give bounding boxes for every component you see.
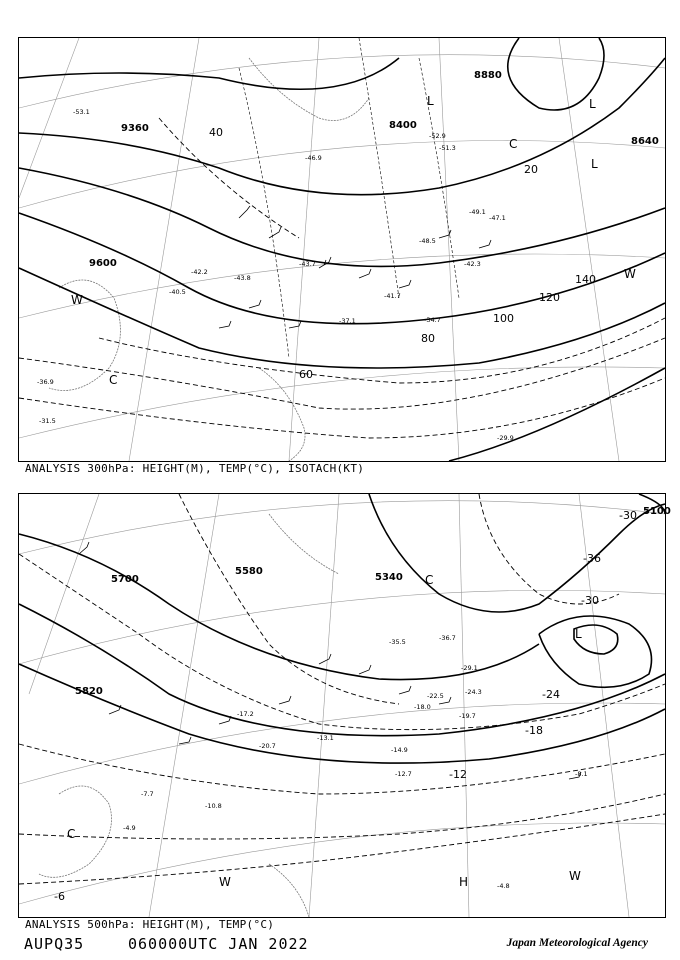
temp-plot: -42.2 [191, 268, 208, 276]
temperature-labels-500 [54, 509, 637, 903]
warm-center: W [71, 293, 83, 307]
height-label: 5580 [235, 566, 263, 577]
isotherm-label: -30 [581, 594, 599, 607]
cold-center: C [509, 137, 518, 151]
wind-barbs-500 [79, 542, 581, 779]
temp-plot: -17.2 [237, 710, 254, 718]
height-label: 8640 [631, 136, 659, 147]
low-center: L [589, 97, 596, 111]
caption-500hpa: ANALYSIS 500hPa: HEIGHT(M), TEMP(°C) [25, 918, 275, 931]
isotach-label: 100 [493, 312, 514, 325]
isotherm-label: -18 [525, 724, 543, 737]
temp-plot: -35.5 [389, 638, 406, 646]
map-panel-500hpa [18, 493, 671, 918]
height-label: 5340 [375, 572, 403, 583]
height-label: 9360 [121, 123, 149, 134]
temp-plot: -53.1 [73, 108, 90, 116]
temp-plot: -12.7 [395, 770, 412, 778]
temp-plot: -36.9 [37, 378, 54, 386]
isotach-labels-300 [209, 126, 596, 381]
isotherm-label: -30 [619, 509, 637, 522]
height-contours-500 [19, 494, 665, 763]
caption-300hpa: ANALYSIS 300hPa: HEIGHT(M), TEMP(°C), ISOTACH(KT) [25, 462, 365, 475]
height-label: 5700 [111, 574, 139, 585]
map-panel-300hpa [18, 37, 666, 462]
temp-plot: -42.3 [464, 260, 481, 268]
temp-plot: -10.8 [205, 802, 222, 810]
temp-plot: -13.1 [317, 734, 334, 742]
high-center: H [459, 875, 469, 889]
isotach-label: 20 [524, 163, 538, 176]
temp-plot: -49.1 [469, 208, 486, 216]
temp-plot: -40.5 [169, 288, 186, 296]
temp-plot: -34.7 [424, 316, 441, 324]
chart-300hpa [19, 38, 665, 461]
warm-center: W [219, 875, 231, 889]
temp-plot: -20.7 [259, 742, 276, 750]
cold-center: C [425, 573, 434, 587]
temp-plot: -4.8 [497, 882, 510, 890]
wind-barbs-300 [219, 206, 491, 328]
valid-time: 060000UTC JAN 2022 [128, 935, 309, 953]
temp-plot: -14.9 [391, 746, 408, 754]
cold-center: C [67, 827, 76, 841]
temp-plot: -4.9 [123, 824, 136, 832]
temp-plot: -41.7 [384, 292, 401, 300]
height-label: 8880 [474, 70, 502, 81]
isotach-label: 60 [299, 368, 313, 381]
temp-plot: -31.5 [39, 417, 56, 425]
height-labels-300 [89, 70, 659, 269]
temp-plot: -29.1 [461, 664, 478, 672]
temp-plot: -22.5 [427, 692, 444, 700]
isotherms-500 [19, 494, 665, 884]
temp-plot: -19.7 [459, 712, 476, 720]
temp-plot: -37.1 [339, 317, 356, 325]
temp-plot: -29.9 [497, 434, 514, 442]
temp-plot: -48.5 [419, 237, 436, 245]
pressure-centers-300 [71, 94, 636, 387]
isotherms-300 [239, 38, 459, 358]
jet-edge-300 [449, 368, 665, 461]
height-label: 5820 [75, 686, 103, 697]
low-center: L [427, 94, 434, 108]
isotach-label: 40 [209, 126, 223, 139]
cold-center: C [109, 373, 118, 387]
temp-plot: -36.7 [439, 634, 456, 642]
isotach-label: 80 [421, 332, 435, 345]
isotherm-label: -36 [583, 552, 601, 565]
low-center: L [575, 627, 582, 641]
isotherm-label: -12 [449, 768, 467, 781]
temp-plot: -24.3 [465, 688, 482, 696]
height-label: 9600 [89, 258, 117, 269]
temp-plot: -43.7 [299, 260, 316, 268]
temp-plot: -8.1 [575, 770, 588, 778]
temperature-plots-300 [37, 108, 514, 442]
warm-center: W [624, 267, 636, 281]
agency-credit: Japan Meteorological Agency [506, 937, 648, 949]
temp-plot: -43.8 [234, 274, 251, 282]
low-center: L [591, 157, 598, 171]
temp-plot: -18.0 [414, 703, 431, 711]
height-label: 8400 [389, 120, 417, 131]
temp-plot: -47.1 [489, 214, 506, 222]
temp-plot: -7.7 [141, 790, 154, 798]
height-label: 5100 [643, 506, 671, 517]
product-code: AUPQ35 [24, 935, 85, 953]
isotach-label: 120 [539, 291, 560, 304]
temp-plot: -51.3 [439, 144, 456, 152]
isotachs-300 [19, 118, 665, 438]
temp-plot: -52.9 [429, 132, 446, 140]
isotherm-label: -24 [542, 688, 560, 701]
chart-500hpa [19, 494, 671, 917]
pressure-centers-500 [67, 573, 582, 889]
isotherm-label: -6 [54, 890, 65, 903]
isotach-label: 140 [575, 273, 596, 286]
temp-plot: -46.9 [305, 154, 322, 162]
warm-center: W [569, 869, 581, 883]
graticule-300 [19, 38, 665, 461]
